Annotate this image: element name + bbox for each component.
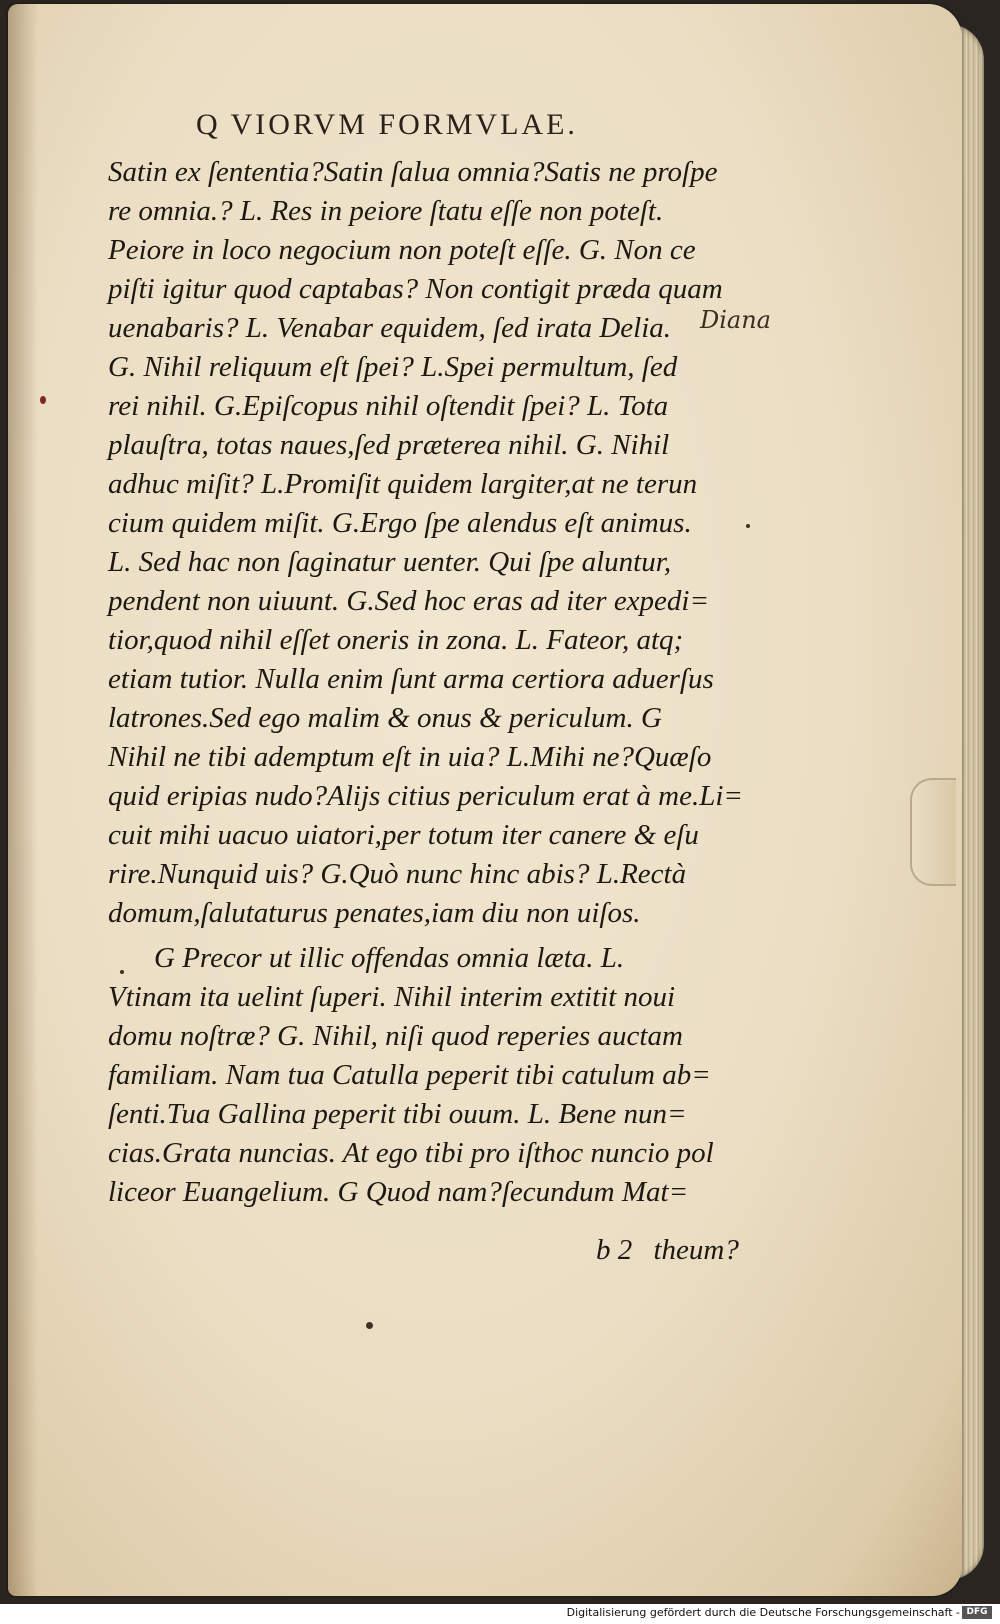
text-line: cuit mihi uacuo uiatori,per totum iter canere & eſu (108, 819, 699, 851)
gutter-shadow (8, 4, 38, 1596)
text-line: etiam tutior. Nulla enim ſunt arma certiora aduerſus (108, 663, 714, 695)
signature-mark: b 2 (596, 1234, 633, 1266)
text-line: L. Sed hac non ſaginatur uenter. Qui ſpe aluntur, (108, 546, 672, 578)
text-line: re omnia.? L. Res in peiore ſtatu eſſe non poteſt. (108, 195, 664, 227)
text-line: G. Nihil reliquum eſt ſpei? L.Spei permultum, ſed (108, 351, 678, 383)
text-line: quid eripias nudo?Alijs citius periculum erat à me.Li= (108, 780, 743, 812)
text-line: rire.Nunquid uis? G.Quò nunc hinc abis? L.Rectà (108, 858, 687, 890)
running-head: Q VIORVM FORMVLAE. (196, 108, 578, 141)
text-line: cium quidem miſit. G.Ergo ſpe alendus eſt animus. (108, 507, 692, 539)
dfg-logo: DFG (962, 1606, 992, 1619)
text-line: plauſtra, totas naues,ſed præterea nihil. G. Nihil (108, 429, 670, 461)
catchword: theum? (653, 1234, 739, 1266)
text-line: domu noſtræ? G. Nihil, niſi quod reperies auctam (108, 1020, 683, 1052)
text-line: pendent non uiuunt. G.Sed hoc eras ad iter expedi= (108, 585, 710, 617)
text-line: tior,quod nihil eſſet oneris in zona. L. Fateor, atq; (108, 624, 684, 656)
text-line: domum,ſalutaturus penates,iam diu non uiſos. (108, 897, 641, 929)
text-line: Peiore in loco negocium non poteſt eſſe. G. Non ce (108, 234, 696, 266)
text-line: rei nihil. G.Epiſcopus nihil oſtendit ſpei? L. Tota (108, 390, 669, 422)
text-line: uenabaris? L. Venabar equidem, ſed irata Delia. (108, 312, 672, 344)
text-line: liceor Euangelium. G Quod nam?ſecundum Mat= (108, 1176, 689, 1208)
text-line: G Precor ut illic offendas omnia læta. L. (154, 942, 625, 974)
text-line: cias.Grata nuncias. At ego tibi pro iſthoc nuncio pol (108, 1137, 714, 1169)
page-clip-tab (910, 778, 956, 886)
text-line: familiam. Nam tua Catulla peperit tibi catulum ab= (108, 1059, 711, 1091)
ink-speck (746, 524, 750, 528)
handwritten-margin-note: Diana (700, 306, 771, 334)
ink-speck (120, 970, 124, 974)
footer-credit: Digitalisierung gefördert durch die Deutsche Forschungsgemeinschaft - (566, 1606, 960, 1619)
text-line: latrones.Sed ego malim & onus & periculum. G (108, 702, 662, 734)
text-line: Nihil ne tibi ademptum eſt in uia? L.Mihi ne?Quæſo (108, 741, 712, 773)
text-line: adhuc miſit? L.Promiſit quidem largiter,at ne terun (108, 468, 698, 500)
text-line: Satin ex ſententia?Satin ſalua omnia?Satis ne proſpe (108, 156, 718, 188)
ink-speck (40, 396, 46, 404)
text-line: Vtinam ita uelint ſuperi. Nihil interim extitit noui (108, 981, 676, 1013)
ink-speck (366, 1322, 373, 1329)
signature-line (596, 1234, 739, 1267)
text-line: piſti igitur quod captabas? Non contigit præda quam (108, 273, 723, 305)
text-line: ſenti.Tua Gallina peperit tibi ouum. L. Bene nun= (108, 1098, 687, 1130)
